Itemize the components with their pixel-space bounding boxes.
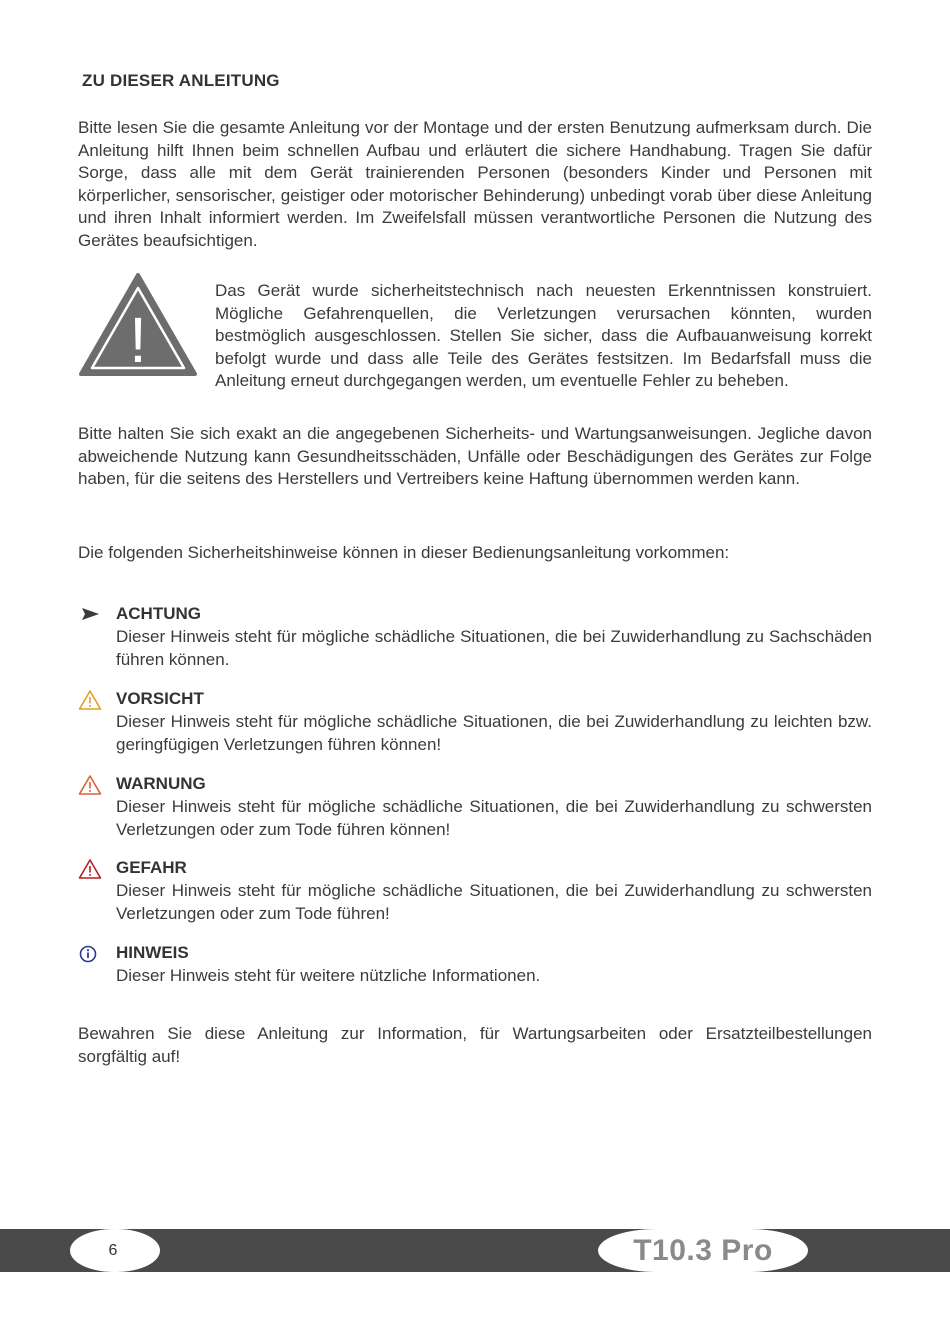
- caution-triangle-icon: [78, 689, 102, 711]
- intro-paragraph: Bitte lesen Sie die gesamte Anleitung vor der Montage und der ersten Benutzung aufmerksam durch. Die Anleitung hilft Ihnen beim schnellen Aufbau und erläutert die sichere Handhabung. Tragen Sie dafür Sorge, dass alle mit dem Gerät trainierenden Personen (besonders Kinder und Personen mit körperlicher, sensorischer, geistiger oder motorischer Behinderung) unbedingt vorab über diese Anleitung und ihren Inhalt informiert werden. Im Zweifelsfall müssen verantwortliche Personen die Nutzung des Gerätes beaufsichtigen.: [78, 118, 872, 250]
- danger-triangle-icon: [78, 858, 102, 880]
- page-number: 6: [108, 1242, 118, 1259]
- notice-title: HINWEIS: [116, 943, 189, 962]
- warning-exclamation: !: [129, 304, 147, 376]
- notice-title: VORSICHT: [116, 689, 204, 708]
- notice-text: Dieser Hinweis steht für mögliche schädliche Situationen, die bei Zuwiderhandlung zu Sachschäden führen können.: [116, 627, 872, 669]
- warning-triangle-icon: [78, 272, 198, 378]
- notice-title: WARNUNG: [116, 774, 206, 793]
- notice-text: Dieser Hinweis steht für mögliche schädliche Situationen, die bei Zuwiderhandlung zu schwersten Verletzungen oder zum Tode führen können!: [116, 797, 872, 839]
- notice-title: ACHTUNG: [116, 604, 201, 623]
- notice-title: GEFAHR: [116, 858, 187, 877]
- section-heading: ZU DIESER ANLEITUNG: [82, 71, 280, 90]
- notice-text: Dieser Hinweis steht für weitere nützliche Informationen.: [116, 966, 541, 985]
- model-name: T10.3 Pro: [633, 1234, 773, 1267]
- compliance-paragraph: Bitte halten Sie sich exakt an die angegebenen Sicherheits- und Wartungsanweisungen. Jegliche davon abweichende Nutzung kann Gesundheitsschäden, Unfälle oder Beschädigungen des Gerätes zur Folge haben, für die seitens des Herstellers und Vertreibers keine Haftung übernommen werden kann.: [78, 424, 872, 489]
- warning-text: Das Gerät wurde sicherheitstechnisch nach neuesten Erkenntnissen konstruiert. Mögliche Gefahrenquellen, die Verletzungen verursachen könnten, wurden bestmöglich ausgeschlossen. Stellen Sie sicher, dass die Aufbauanweisung korrekt befolgt wurde und dass alle Teile des Gerätes festsitzen. Im Bedarfsfall muss die Anleitung erneut durchgegangen werden, um eventuelle Fehler zu beheben.: [215, 281, 872, 391]
- warning-triangle-icon: [78, 774, 102, 796]
- notice-intro: Die folgenden Sicherheitshinweise können in dieser Bedienungsanleitung vorkommen:: [78, 543, 730, 562]
- closing-paragraph: Bewahren Sie diese Anleitung zur Information, für Wartungsarbeiten oder Ersatzteilbestellungen sorgfältig auf!: [78, 1024, 872, 1066]
- notice-text: Dieser Hinweis steht für mögliche schädliche Situationen, die bei Zuwiderhandlung zu schwersten Verletzungen oder zum Tode führen!: [116, 881, 872, 923]
- notice-text: Dieser Hinweis steht für mögliche schädliche Situationen, die bei Zuwiderhandlung zu leichten bzw. geringfügigen Verletzungen führen können!: [116, 712, 872, 754]
- warning-block: [78, 272, 872, 396]
- info-circle-icon: [78, 943, 102, 965]
- arrow-right-icon: [78, 604, 102, 626]
